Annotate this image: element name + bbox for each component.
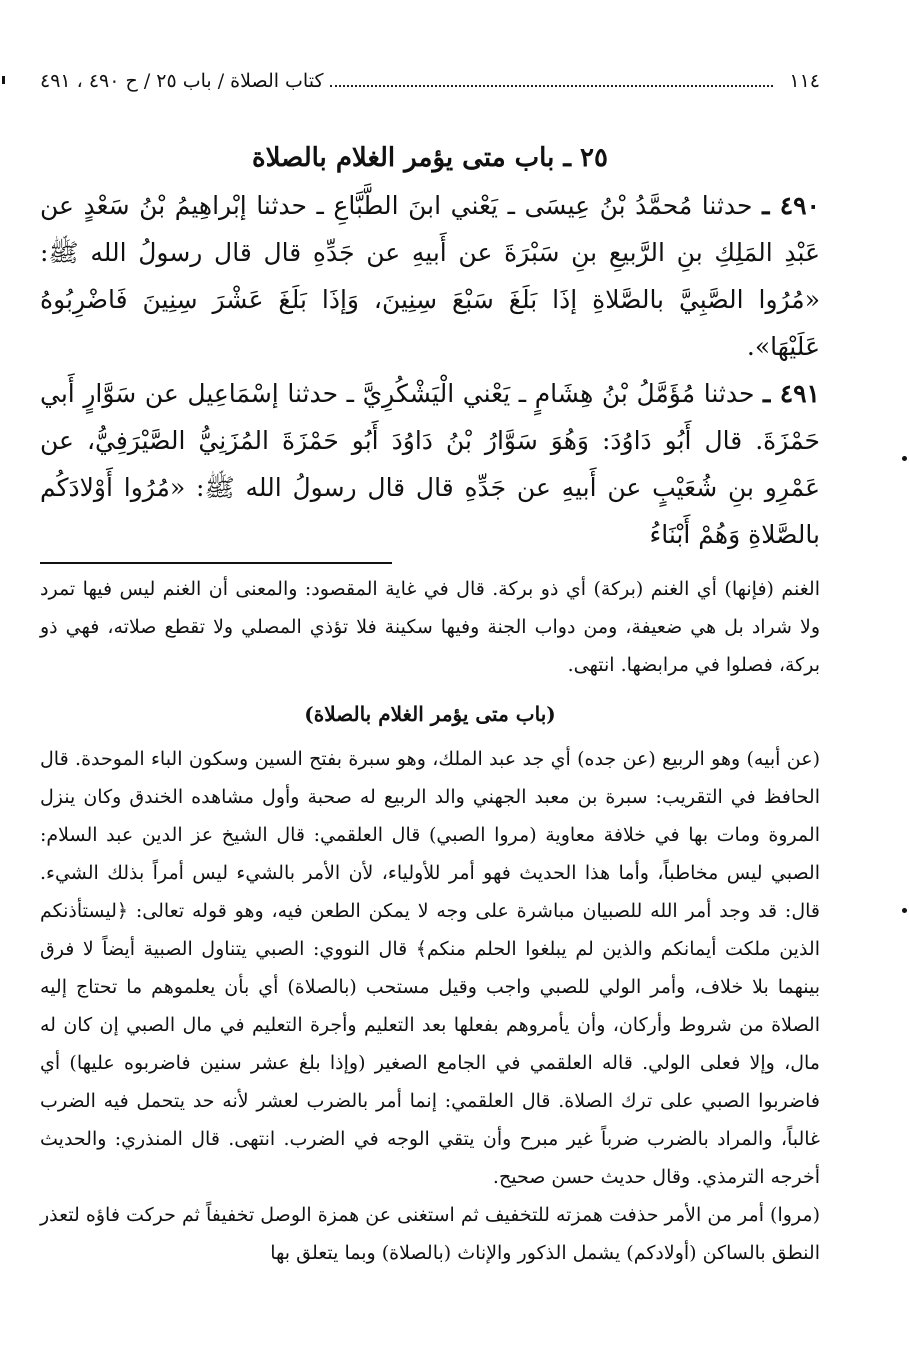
hadith-number: ٤٩١ ـ (763, 379, 820, 408)
book-page (40, 66, 820, 1272)
hadith-491 (40, 370, 820, 558)
hadith-text: حدثنا مُحمَّدُ بْنُ عِيسَى ـ يَعْني ابنَ الطَّبَّاعِ ـ حدثنا إبْراهِيمُ بْنُ سَعْدٍ عن عَبْدِ المَلِكِ بنِ الرَّبيعِ بنِ سَبْرَةَ عن أَبيهِ عن جَدِّهِ قال قال رسولُ الله ﷺ: «مُرُوا الصَّبِيَّ بالصَّلاةِ إذَا بَلَغَ سَبْعَ سِنِينَ، وَإذَا بَلَغَ عَشْرَ سِنِينَ فَاضْرِبُوهُ عَلَيْهَا». (40, 191, 820, 361)
commentary-paragraph: الغنم (فإنها) أي الغنم (بركة) أي ذو بركة. قال في غاية المقصود: والمعنى أن الغنم ليس فيها تمرد ولا شراد بل هي ضعيفة، ومن دواب الجنة وفيها سكينة فلا تؤذي المصلي ولا تقطع صلاته، فهي ذو بركة، فصلوا في مرابضها. انتهى. (40, 578, 820, 676)
hadith-number: ٤٩٠ ـ (762, 191, 820, 220)
commentary-heading: (باب متى يؤمر الغلام بالصلاة) (304, 702, 556, 726)
hadith-490 (40, 182, 820, 370)
commentary-paragraph: (مروا) أمر من الأمر حذفت همزته للتخفيف ثم استغنى عن همزة الوصل تخفيفاً ثم حركت فاؤه لتعذر النطق بالساكن (أولادكم) يشمل الذكور والإناث (بالصلاة) وبما يتعلق بها (40, 1204, 820, 1264)
hadith-text: حدثنا مُؤَمَّلُ بْنُ هِشَامٍ ـ يَعْني الْيَشْكُرِيَّ ـ حدثنا إسْمَاعِيل عن سَوَّارٍ أَبي حَمْزَةَ. قال أَبُو دَاوُدَ: وَهُوَ سَوَّارُ بْنُ دَاوُدَ أَبُو حَمْزَةَ المُزَنِيُّ الصَّيْرَفِيُّ، عن عَمْرِو بنِ شُعَيْبٍ عن أَبيهِ عن جَدِّهِ قال قال رسولُ الله ﷺ: «مُرُوا أَوْلادَكُم بالصَّلاةِ وَهُمْ أَبْنَاءُ (40, 379, 820, 549)
margin-dot (902, 456, 907, 461)
chapter-title: ٢٥ ـ باب متى يؤمر الغلام بالصلاة (252, 143, 608, 173)
commentary-paragraph: (عن أبيه) وهو الربيع (عن جده) أي جد عبد الملك، وهو سبرة بفتح السين وسكون الباء الموحدة. قال الحافظ في التقريب: سبرة بن معبد الجهني والد الربيع له صحبة وأول مشاهده الخندق وكان ينزل المروة ومات بها في خلافة معاوية (مروا الصبي) قال العلقمي: قال الشيخ عز الدين عبد السلام: الصبي ليس مخاطباً، وأما هذا الحديث فهو أمر للأولياء، لأن الأمر بالشيء ليس أمراً بذلك الشيء. قال: قد وجد أمر الله للصبيان مباشرة على وجه لا يمكن الطعن فيه، وهو قوله تعالى: ﴿ليستأذنكم الذين ملكت أيمانكم والذين لم يبلغوا الحلم منكم﴾ قال النووي: الصبي يتناول الصبية أيضاً لا فرق بينهما بلا خلاف، وأمر الولي للصبي واجب وقيل مستحب (بالصلاة) أي بأن يعلموهم ما تحتاج إليه الصلاة من شروط وأركان، وأن يأمروهم بفعلها بعد التعليم وأجرة التعليم في مال الصبي إن كان له مال، وإلا فعلى الولي. قاله العلقمي في الجامع الصغير (وإذا بلغ عشر سنين فاضربوه عليها) أي فاضربوا الصبي على ترك الصلاة. قال العلقمي: إنما أمر بالضرب لعشر لأنه حد يتحمل فيه الضرب غالباً، والمراد بالضرب ضرباً غير مبرح وأن يتقي الوجه في الضرب. انتهى. قال المنذري: والحديث أخرجه الترمذي. وقال حديث حسن صحيح. (40, 748, 820, 1188)
running-header (40, 66, 820, 100)
margin-dot (902, 908, 907, 913)
margin-mark (2, 76, 5, 84)
footnote-divider (40, 562, 392, 564)
page-number: ١١٤ (789, 70, 820, 92)
leader-dots (330, 85, 774, 87)
running-title: كتاب الصلاة / باب ٢٥ / ح ٤٩٠ ، ٤٩١ (40, 70, 324, 92)
